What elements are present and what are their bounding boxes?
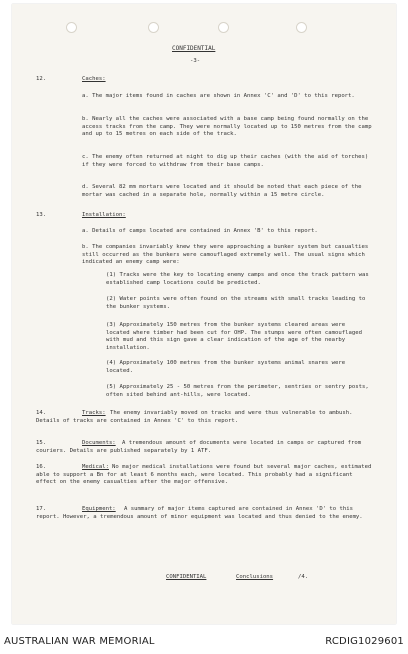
section-15-title: Documents:	[82, 440, 116, 446]
section-13-p1: (1) Tracks were the key to locating enemy camps and once the track pattern was established camp locations could be predicted.	[106, 272, 369, 286]
punch-hole	[66, 22, 77, 33]
section-17-title: Equipment:	[82, 506, 116, 512]
section-13-p2: (2) Water points were often found on the streams with small tracks leading to the bunker systems.	[106, 296, 366, 310]
section-12-title: Caches:	[82, 76, 106, 82]
section-16-number: 16.	[36, 464, 47, 470]
section-13-p4: (4) Approximately 100 metres from the bunker systems animal snares were located.	[106, 360, 346, 374]
section-13-number: 13.	[36, 212, 47, 218]
section-12-a: a. The major items found in caches are shown in Annex 'C' and 'D' to this report.	[82, 93, 355, 99]
section-12-number: 12.	[36, 76, 47, 82]
page-number: -3-	[190, 58, 201, 64]
section-12-d: d. Several 82 mm mortars were located and it should be noted that each piece of the mortar was cached in a separate hole, normally within a 15 metre circle.	[82, 184, 362, 198]
section-12-c: c. The enemy often returned at night to dig up their caches (with the aid of torches) if they were forced to withdraw from their base camps.	[82, 154, 369, 168]
section-13-b: b. The companies invariably knew they were approaching a bunker system but casualties still occurred as the bunkers were camouflaged extremely well. The usual signs which indicated an enemy camp were:	[82, 244, 369, 266]
section-17-text: A summary of major items captured are contained in Annex 'D' to this report. However, a tremendous amount of minor equipment was located and thus denied to the enemy.	[36, 506, 363, 520]
classification-header: CONFIDENTIAL	[172, 45, 216, 52]
section-13-p3: (3) Approximately 150 metres from the bunker systems cleared areas were located where timber had been cut for OHP. The stumps were often camouflaged with mud and this sign gave a clear indication of the age of the nearby installation.	[106, 322, 362, 351]
archive-id: RCDIG1029601	[325, 636, 404, 647]
next-section-label: Conclusions	[236, 574, 274, 580]
classification-footer: CONFIDENTIAL	[166, 574, 207, 580]
section-13-title: Installation:	[82, 212, 126, 218]
section-13-a: a. Details of camps located are contained in Annex 'B' to this report.	[82, 228, 318, 234]
section-14-title: Tracks:	[82, 410, 106, 416]
section-12-b: b. Nearly all the caches were associated with a base camp being found normally on the access tracks from the camp. They were normally located up to 150 metres from the camp and up to 15 metres on each side of the track.	[82, 116, 372, 138]
section-15-number: 15.	[36, 440, 47, 446]
section-16-text: No major medical installations were found but several major caches, estimated able to support a Bn for at least 6 months each, were located. This probably had a significant effect on the enemy casualties after the major offensive.	[36, 464, 372, 486]
archive-name: AUSTRALIAN WAR MEMORIAL	[4, 636, 155, 647]
punch-hole	[148, 22, 159, 33]
punch-hole	[218, 22, 229, 33]
section-14-number: 14.	[36, 410, 47, 416]
punch-hole	[296, 22, 307, 33]
next-page-number: /4.	[298, 574, 309, 580]
section-15-text: A tremendous amount of documents were located in camps or captured from couriers. Details are published separately by 1 ATF.	[36, 440, 362, 454]
section-13-p5: (5) Approximately 25 - 50 metres from the perimeter, sentries or sentry posts, often sited behind ant-hills, were located.	[106, 384, 369, 398]
section-16-title: Medical:	[82, 464, 109, 470]
section-17-number: 17.	[36, 506, 47, 512]
section-14-text: The enemy invariably moved on tracks and were thus vulnerable to ambush. Details of tracks are contained in Annex 'C' to this report.	[36, 410, 353, 424]
